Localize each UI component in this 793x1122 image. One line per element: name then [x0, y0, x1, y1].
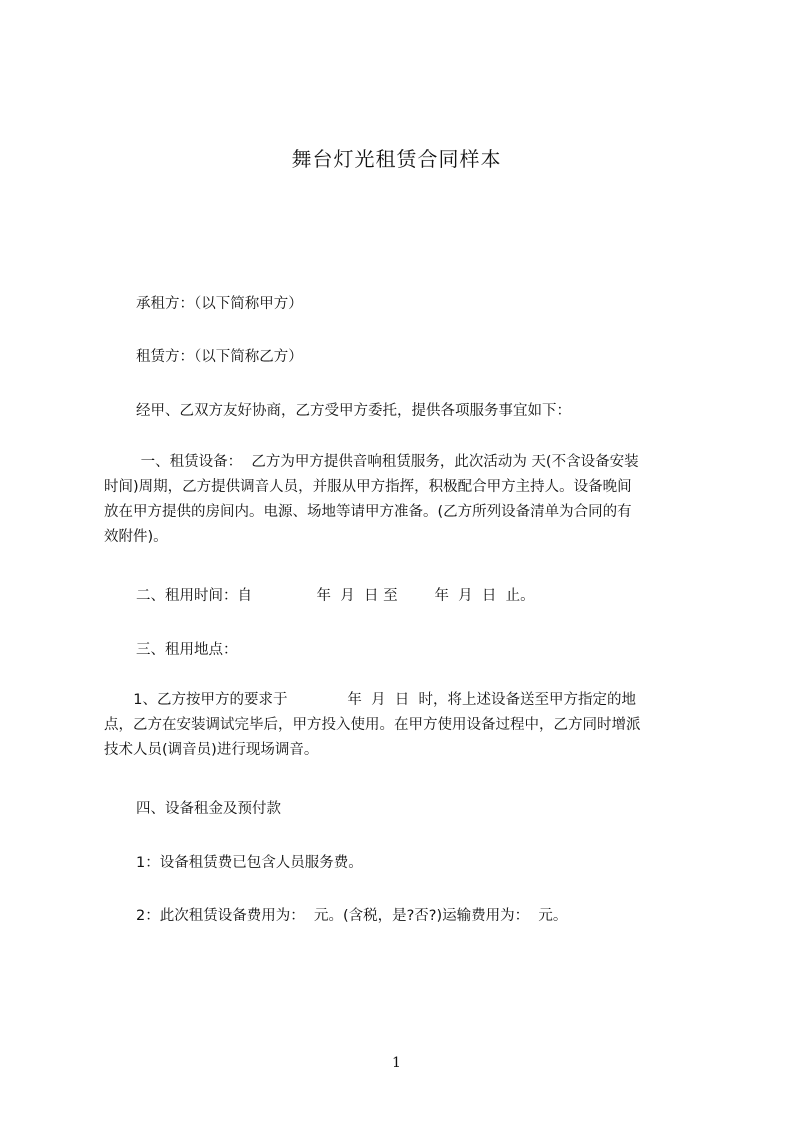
intro-paragraph: 经甲、乙双方友好协商，乙方受甲方委托，提供各项服务事宜如下：: [136, 403, 571, 419]
fee-item-2: 2：此次租赁设备费用为： 元。(含税，是?否?)运输费用为： 元。: [136, 908, 568, 924]
section-1-line: 放在甲方提供的房间内。电源、场地等请甲方准备。(乙方所列设备清单为合同的有: [104, 504, 632, 520]
section-2-rental-time: 二、租用时间：自 年 月 日 至 年 月 日 止。: [136, 588, 535, 604]
section-1-line: 一、租赁设备： 乙方为甲方提供音响租赁服务，此次活动为 天(不含设备安装: [136, 454, 639, 470]
page-number: 1: [392, 1055, 401, 1071]
lessee-line: 承租方：（以下简称甲方）: [136, 296, 303, 312]
lessor-line: 租赁方：（以下简称乙方）: [136, 349, 303, 365]
item-1-line: 点，乙方在安装调试完毕后，甲方投入使用。在甲方使用设备过程中，乙方同时增派: [104, 717, 641, 733]
fee-item-1: 1：设备租赁费已包含人员服务费。: [136, 855, 363, 871]
item-1-line: 1、乙方按甲方的要求于 年 月 日 时，将上述设备送至甲方指定的地: [124, 692, 637, 708]
item-1-line: 技术人员(调音员)进行现场调音。: [104, 742, 319, 758]
section-1-line: 效附件)。: [104, 529, 168, 545]
section-1-line: 时间)周期，乙方提供调音人员，并服从甲方指挥，积极配合甲方主持人。设备晚间: [104, 479, 632, 495]
item-1-paragraph: [104, 688, 700, 763]
document-title: 舞台灯光租赁合同样本: [291, 147, 502, 171]
section-4-rent-prepayment: 四、设备租金及预付款: [136, 801, 281, 817]
section-1-paragraph: [104, 450, 700, 550]
section-3-rental-location: 三、租用地点：: [136, 642, 238, 658]
